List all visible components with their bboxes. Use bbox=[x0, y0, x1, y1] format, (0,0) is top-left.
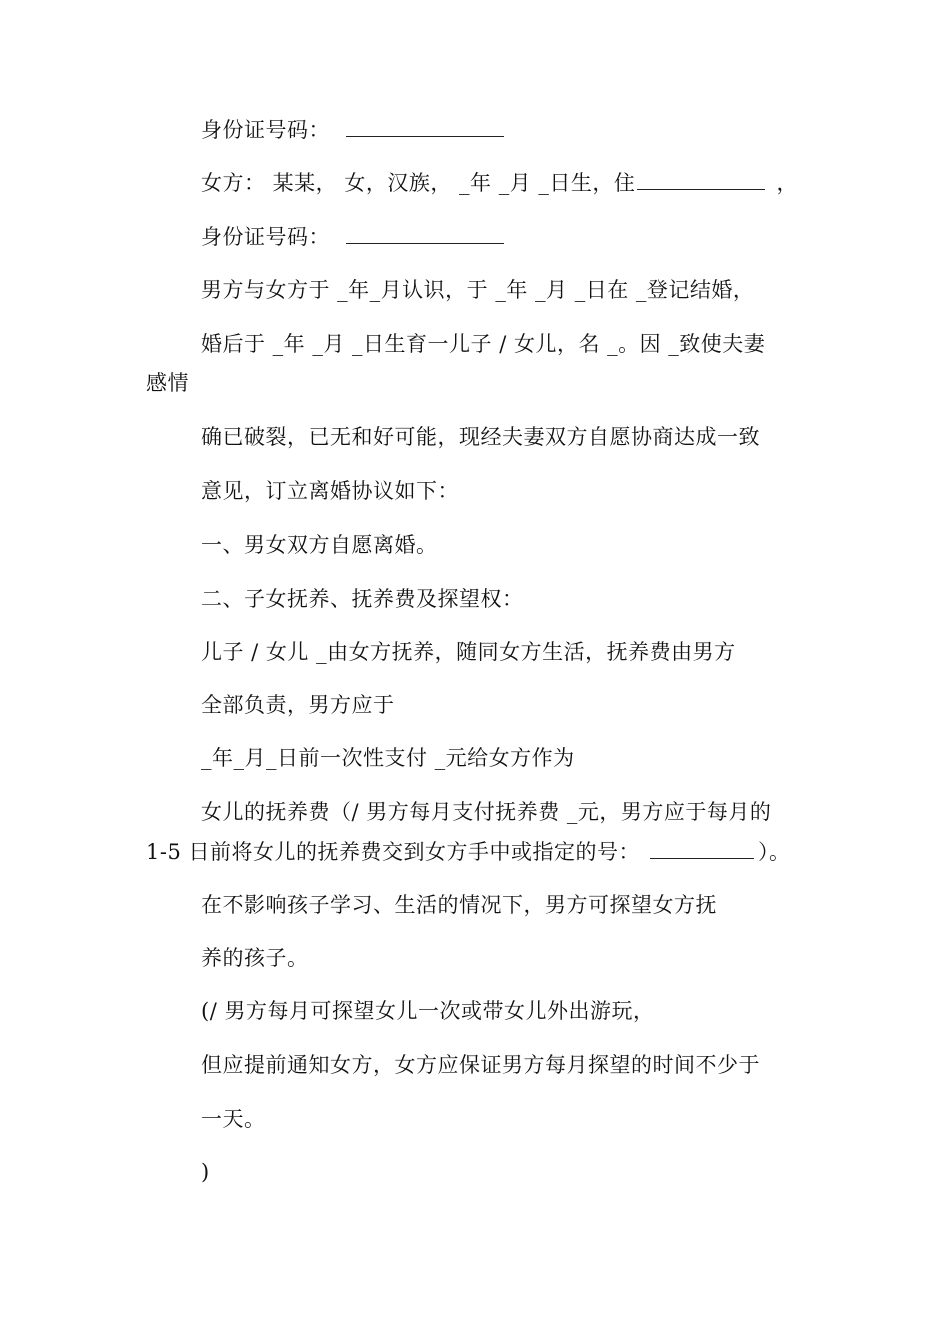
paragraph-line: (/ 男方每月可探望女儿一次或带女儿外出游玩， bbox=[201, 999, 655, 1023]
paragraph-line: 一天。 bbox=[201, 1107, 266, 1131]
clause-1: 一、男女双方自愿离婚。 bbox=[201, 533, 438, 557]
woman-info-suffix: ， bbox=[769, 171, 799, 195]
account-text: 1-5 日前将女儿的抚养费交到女方手中或指定的号： bbox=[146, 840, 640, 864]
paragraph-line: 确已破裂，已无和好可能，现经夫妻双方自愿协商达成一致 bbox=[201, 425, 760, 449]
clause-2-heading: 二、子女抚养、抚养费及探望权： bbox=[201, 587, 524, 611]
paragraph-line: 但应提前通知女方，女方应保证男方每月探望的时间不少于 bbox=[201, 1053, 760, 1077]
id-number-blank bbox=[346, 118, 504, 137]
paragraph-line: 男方与女方于 _年_月认识，于 _年 _月 _日在 _登记结婚， bbox=[201, 278, 755, 302]
paragraph-line: 养的孩子。 bbox=[201, 946, 309, 970]
paragraph-line: 全部负责，男方应于 bbox=[201, 693, 395, 717]
paragraph-line: 意见，订立离婚协议如下： bbox=[201, 479, 459, 503]
id-number-blank-2 bbox=[346, 225, 504, 244]
account-suffix: ）。 bbox=[758, 840, 791, 864]
id-number-label: 身份证号码： bbox=[201, 118, 330, 142]
address-blank bbox=[637, 171, 765, 190]
id-number-line-1 bbox=[201, 118, 508, 142]
id-number-line-2 bbox=[201, 225, 508, 249]
paragraph-line: 女儿的抚养费（/ 男方每月支付抚养费 _元，男方应于每月的 bbox=[201, 800, 772, 824]
paragraph-line: 在不影响孩子学习、生活的情况下，男方可探望女方抚 bbox=[201, 893, 717, 917]
paragraph-line: 感情 bbox=[146, 371, 189, 395]
woman-info-text: 女方： 某某， 女，汉族， _年 _月 _日生，住 bbox=[201, 171, 636, 195]
account-line bbox=[146, 840, 791, 864]
account-blank bbox=[650, 840, 754, 859]
closing-paren: ) bbox=[201, 1160, 210, 1184]
paragraph-line: 婚后于 _年 _月 _日生育一儿子 / 女儿，名 _。因 _致使夫妻 bbox=[201, 332, 766, 356]
paragraph-line: 儿子 / 女儿 _由女方抚养，随同女方生活，抚养费由男方 bbox=[201, 640, 736, 664]
paragraph-line: _年_月_日前一次性支付 _元给女方作为 bbox=[201, 746, 575, 770]
id-number-label-2: 身份证号码： bbox=[201, 225, 330, 249]
woman-info-line bbox=[201, 171, 798, 195]
